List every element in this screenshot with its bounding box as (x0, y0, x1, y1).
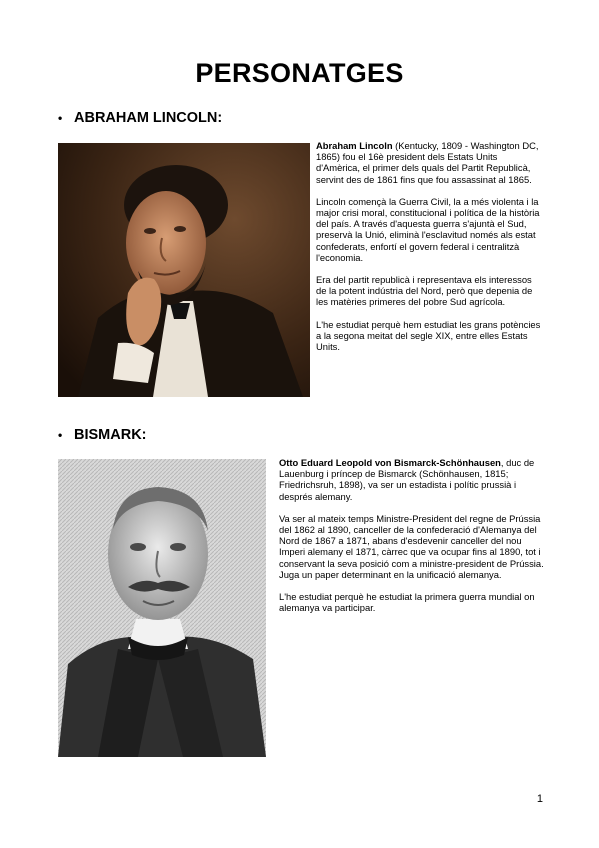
section-heading-lincoln (58, 110, 222, 126)
bullet-icon: • (58, 111, 63, 125)
lincoln-text (316, 140, 542, 363)
page-title: PERSONATGES (195, 58, 404, 88)
paragraph: Lincoln començà la Guerra Civil, la a més violenta i la major crisi moral, constitucional i política de la història del país. A través d'aquesta guerra s'ajuntà el Sud, preservà la Unió, eliminà l'esclavitud només als estat confederats, enfortí el govern federal i centralitzà l'economia. (316, 195, 540, 263)
section-heading-text: ABRAHAM LINCOLN: (74, 110, 223, 126)
paragraph: L'he estudiat perquè he estudiat la primera guerra mundial on alemanya va participar. (279, 591, 535, 614)
paragraph: Era del partit republicà i representava els interessos de la potent indústria del Nord, però que depenia de les matèries primeres del pobre Sud agrícola. (316, 274, 533, 308)
paragraph: Abraham Lincoln (Kentucky, 1809 - Washington DC, 1865) fou el 16è president dels Estats Units d'Amèrica, el primer dels quals del Partit Republicà, servint des de 1861 fins que fou assassinat al 1865. (316, 140, 539, 185)
paragraph: Otto Eduard Leopold von Bismarck-Schönhausen, duc de Lauenburg i príncep de Bismarck (Schönhausen, 1815; Friedrichsruh, 1898), va ser un estadista i polític prussià i després alemany. (279, 457, 535, 502)
bold-name: Otto Eduard Leopold von Bismarck-Schönhausen (279, 457, 501, 468)
bold-name: Abraham Lincoln (316, 140, 393, 151)
paragraph: L'he estudiat perquè hem estudiat les grans potències a la segona meitat del segle XIX, entre elles Estats Units. (316, 318, 541, 353)
section-heading-bismark (58, 427, 147, 443)
lincoln-portrait (58, 143, 310, 397)
bullet-icon: • (58, 428, 63, 442)
paragraph: Va ser al mateix temps Ministre-President del regne de Prússia del 1862 al 1890, canceller de la confederació d'Alemanya del Nord de 1867 a 1871, abans d'esdevenir canceller del nou Imperi alemany el 1871, càrrec que va ocupar fins al 1890, tot i conservant la seva posició com a ministre-president de Prússia. Juga un paper determinant en la unificació alemanya. (279, 512, 544, 580)
page-number: 1 (536, 793, 543, 805)
bismark-portrait (58, 459, 266, 757)
bismark-text (279, 457, 545, 624)
section-heading-text: BISMARK: (74, 427, 147, 443)
